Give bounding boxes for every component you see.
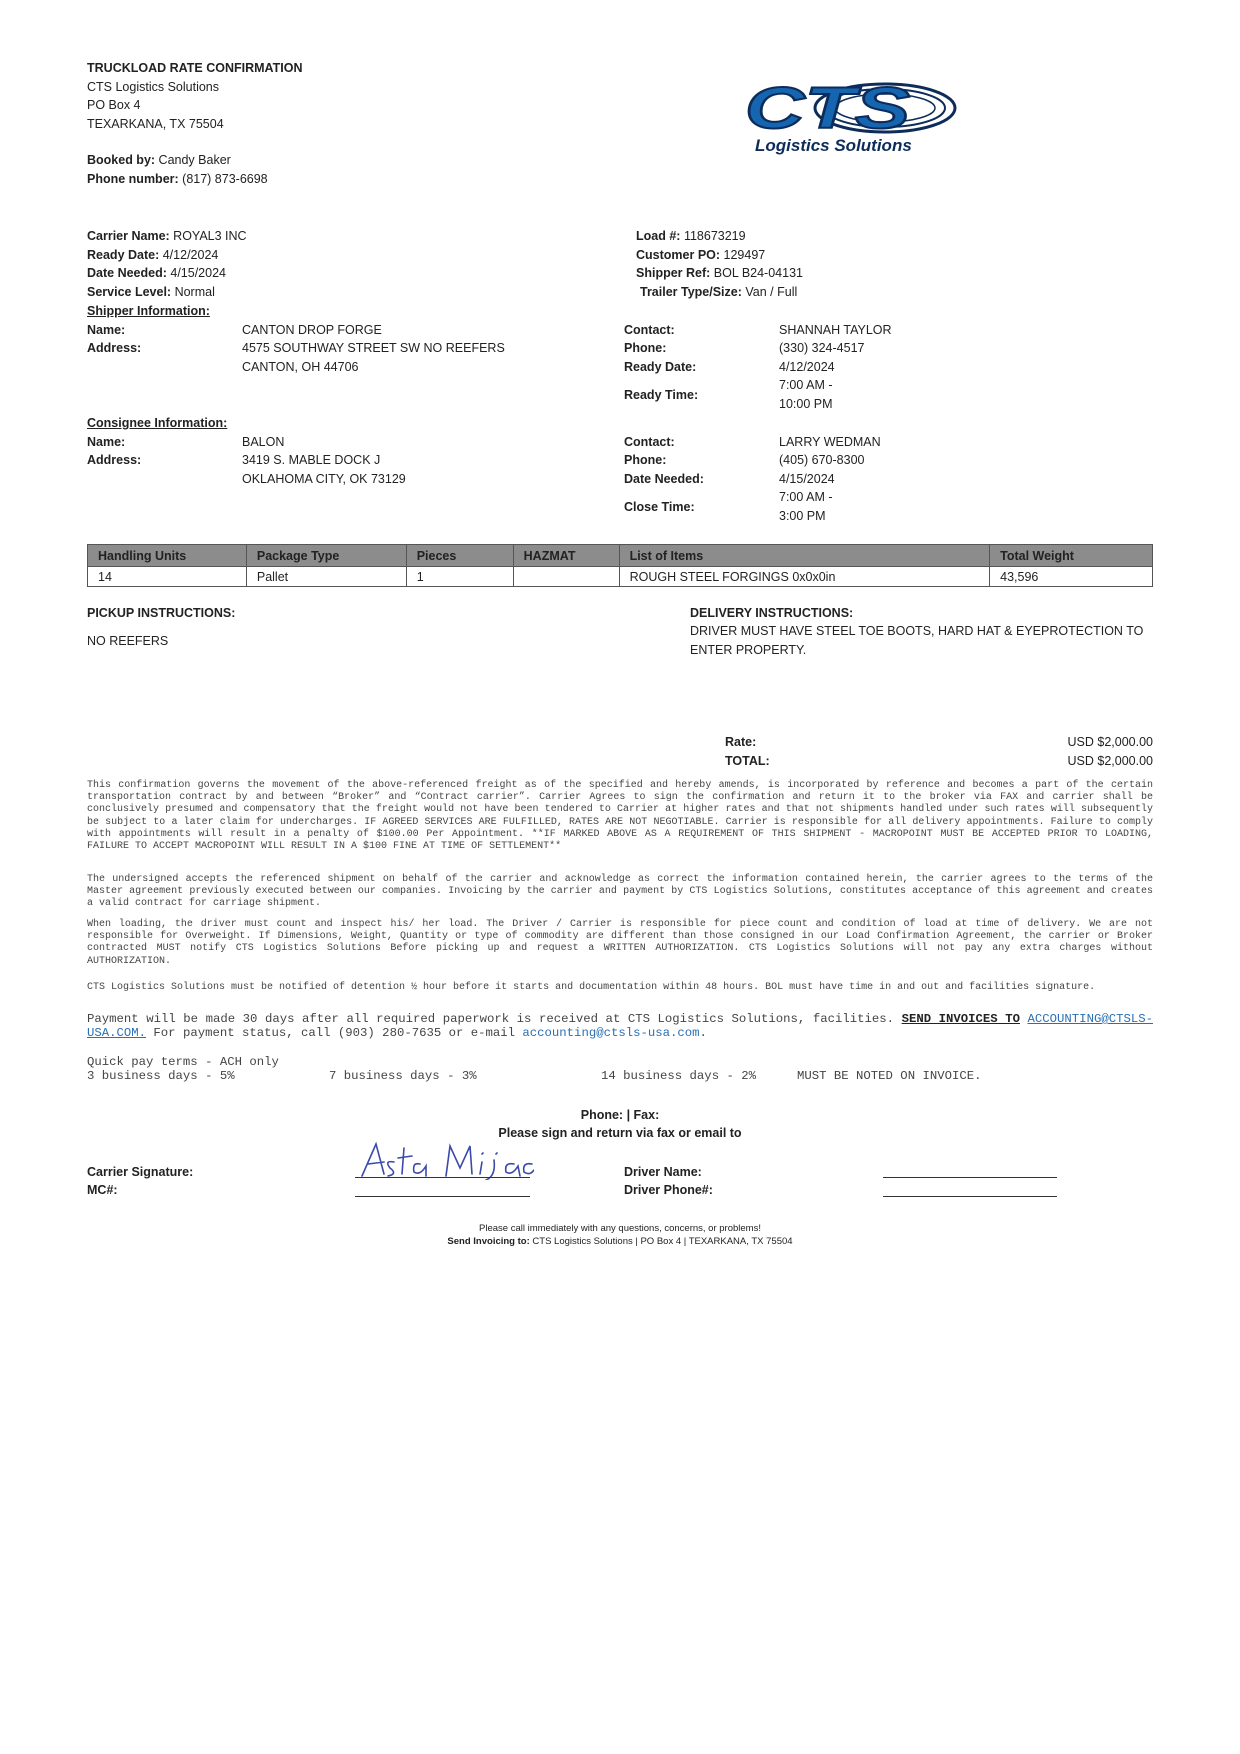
terms-paragraph-1: This confirmation governs the movement of the above-referenced freight as of the specified and hereby amends, is incorporated by reference and becomes a part of the certain transportation contract by and between “Broker” and “Contract carrier”. Carrier Agrees to sign the confirmation and return it to the broker via FAX and carrier shall be conclusively presumed and compensatory that the freight would not have been tendered to Carrier at higher rates and that not shipments handled under such rates will subsequently be subject to a later claim for undercharges. IF AGREED SERVICES ARE FULFILLED, RATES ARE NOT NEGOTIABLE. Carrier is responsible for all delivery appointments. Failure to comply with appointments will result in a penalty of $100.00 Per Appointment. **IF MARKED ABOVE AS A REQUIREMENT OF THIS SHIPMENT - MACROPOINT MUST BE ACCEPTED PRIOR TO LOADING, FAILURE TO ACCEPT MACROPOINT WILL RESULT IN A $100 FINE AT TIME OF SETTLEMENT** bbox=[87, 780, 1153, 853]
ready-date-label: Ready Date: bbox=[87, 247, 160, 262]
date-needed-label: Date Needed: bbox=[87, 266, 167, 280]
quick-pay-option-2: 7 business days - 3% bbox=[329, 1069, 477, 1083]
load-number-value: 118673219 bbox=[683, 229, 746, 243]
items-table bbox=[87, 544, 1153, 587]
shipper-address-line2: CANTON, OH 44706 bbox=[242, 360, 359, 374]
quick-pay-note: MUST BE NOTED ON INVOICE. bbox=[797, 1069, 982, 1083]
mc-number-label: MC#: bbox=[87, 1183, 118, 1197]
shipper-ref-label: Shipper Ref: bbox=[636, 266, 711, 280]
pickup-instructions: NO REEFERS bbox=[87, 634, 169, 648]
col-handling-units: Handling Units bbox=[88, 545, 247, 567]
col-pieces: Pieces bbox=[406, 545, 513, 567]
booker-phone bbox=[87, 170, 303, 189]
load-number bbox=[636, 227, 803, 246]
consignee-date-needed: 4/15/2024 bbox=[779, 472, 835, 486]
col-total-weight: Total Weight bbox=[990, 545, 1153, 567]
booker-phone-value: (817) 873-6698 bbox=[182, 171, 268, 186]
items-table-wrapper bbox=[87, 544, 1153, 587]
shipper-phone-label: Phone: bbox=[624, 341, 667, 355]
shipper-address-label: Address: bbox=[87, 341, 142, 355]
cell-hazmat bbox=[513, 567, 619, 587]
carrier-signature-line bbox=[355, 1177, 530, 1178]
footer-invoicing bbox=[0, 1235, 1240, 1248]
logo-graphic bbox=[735, 78, 960, 158]
document-title: TRUCKLOAD RATE CONFIRMATION bbox=[87, 61, 303, 75]
consignee-address-line2: OKLAHOMA CITY, OK 73129 bbox=[242, 472, 406, 486]
shipper-phone: (330) 324-4517 bbox=[779, 341, 865, 355]
payment-terms bbox=[87, 1012, 1153, 1040]
service-level-label: Service Level: bbox=[87, 284, 172, 299]
shipper-name-label: Name: bbox=[87, 323, 126, 337]
customer-po-value: 129497 bbox=[723, 247, 766, 262]
consignee-address-label: Address: bbox=[87, 453, 142, 467]
shipper-ref bbox=[636, 264, 803, 283]
company-logo bbox=[735, 78, 960, 158]
payment-end: . bbox=[699, 1026, 707, 1040]
trailer-type bbox=[636, 283, 803, 302]
footer-invoicing-label: Send Invoicing to: bbox=[447, 1236, 530, 1247]
trailer-type-label: Trailer Type/Size: bbox=[640, 284, 742, 299]
shipper-ref-value: BOL B24-04131 bbox=[713, 266, 803, 280]
col-list-of-items: List of Items bbox=[619, 545, 990, 567]
carrier-name-value: ROYAL3 INC bbox=[173, 229, 247, 243]
driver-name-label: Driver Name: bbox=[624, 1165, 702, 1179]
carrier-name-label: Carrier Name: bbox=[87, 229, 170, 243]
logo-subtitle: Logistics Solutions bbox=[755, 136, 912, 155]
booked-by-label: Booked by: bbox=[87, 153, 156, 167]
consignee-contact: LARRY WEDMAN bbox=[779, 435, 881, 449]
send-invoices-label: SEND INVOICES TO bbox=[901, 1012, 1020, 1026]
shipper-ready-date-label: Ready Date: bbox=[624, 360, 697, 374]
cell-list-of-items: ROUGH STEEL FORGINGS 0x0x0in bbox=[619, 567, 990, 587]
shipper-address-line1: 4575 SOUTHWAY STREET SW NO REEFERS bbox=[242, 341, 505, 355]
carrier-signature-label: Carrier Signature: bbox=[87, 1165, 194, 1179]
load-info-right bbox=[636, 227, 803, 301]
rate-value: USD $2,000.00 bbox=[1067, 735, 1153, 749]
date-needed bbox=[87, 264, 247, 283]
quick-pay-option-1: 3 business days - 5% bbox=[87, 1069, 235, 1083]
consignee-phone-label: Phone: bbox=[624, 453, 667, 467]
driver-phone-line[interactable] bbox=[883, 1196, 1057, 1197]
shipper-contact: SHANNAH TAYLOR bbox=[779, 323, 892, 337]
cell-total-weight: 43,596 bbox=[990, 567, 1153, 587]
footer-invoicing-address: CTS Logistics Solutions | PO Box 4 | TEXARKANA, TX 75504 bbox=[532, 1236, 793, 1247]
consignee-close-time-label: Close Time: bbox=[624, 500, 695, 514]
shipper-section-title: Shipper Information: bbox=[87, 304, 210, 318]
footer-call-notice: Please call immediately with any questions, concerns, or problems! bbox=[479, 1223, 761, 1234]
logo-text: CTS bbox=[745, 78, 911, 141]
consignee-close-time-start: 7:00 AM - bbox=[779, 490, 833, 504]
total-value: USD $2,000.00 bbox=[1067, 754, 1153, 768]
quick-pay-title: Quick pay terms - ACH only bbox=[87, 1055, 279, 1069]
shipper-ready-time-start: 7:00 AM - bbox=[779, 378, 833, 392]
consignee-phone: (405) 670-8300 bbox=[779, 453, 865, 467]
service-level bbox=[87, 283, 247, 302]
consignee-address-line1: 3419 S. MABLE DOCK J bbox=[242, 453, 381, 467]
phone-fax: Phone: | Fax: bbox=[580, 1108, 660, 1122]
driver-name-line[interactable] bbox=[883, 1177, 1057, 1178]
consignee-close-time-end: 3:00 PM bbox=[779, 509, 826, 523]
customer-po bbox=[636, 246, 803, 265]
customer-po-label: Customer PO: bbox=[636, 247, 721, 262]
payment-status-text: For payment status, call (903) 280-7635 or e-mail bbox=[146, 1026, 523, 1040]
booked-by-value: Candy Baker bbox=[158, 153, 231, 167]
driver-phone-label: Driver Phone#: bbox=[624, 1183, 713, 1197]
signature-image bbox=[354, 1140, 534, 1180]
consignee-section-title: Consignee Information: bbox=[87, 416, 228, 430]
date-needed-value: 4/15/2024 bbox=[170, 266, 226, 280]
carrier-signature-field[interactable] bbox=[354, 1140, 534, 1180]
ready-date-value: 4/12/2024 bbox=[162, 247, 219, 262]
shipper-ready-time-label: Ready Time: bbox=[624, 388, 699, 402]
mc-number-line[interactable] bbox=[355, 1196, 530, 1197]
consignee-contact-label: Contact: bbox=[624, 435, 675, 449]
company-name: CTS Logistics Solutions bbox=[87, 79, 220, 94]
company-address-line2: TEXARKANA, TX 75504 bbox=[87, 116, 224, 131]
booked-by bbox=[87, 151, 303, 170]
pickup-instructions-title: PICKUP INSTRUCTIONS: bbox=[87, 606, 236, 620]
terms-paragraph-2: The undersigned accepts the referenced shipment on behalf of the carrier and acknowledge as correct the information contained herein, the carrier agrees to the terms of the Master agreement previously executed between our companies. Invoicing by the carrier and payment by CTS Logistics Solutions, constitutes acceptance of this agreement and creates a valid contract for carriage shipment. bbox=[87, 874, 1153, 910]
ready-date bbox=[87, 246, 247, 265]
cell-package-type: Pallet bbox=[246, 567, 406, 587]
terms-paragraph-4: CTS Logistics Solutions must be notified of detention ½ hour before it starts and documentation within 48 hours. BOL must have time in and out and facilities signature. bbox=[87, 982, 1096, 993]
service-level-value: Normal bbox=[174, 284, 215, 299]
terms-paragraph-3: When loading, the driver must count and inspect his/ her load. The Driver / Carrier is responsible for piece count and condition of load at time of delivery. We are not responsible for Overweight. If Dimensions, Weight, Quantity or type of commodity are different than those consigned in our Load Confirmation Agreement, the carrier or Broker contracted MUST notify CTS Logistics Solutions Before picking up and request a WRITTEN AUTHORIZATION. CTS Logistics Solutions will not pay any extra charges without AUTHORIZATION. bbox=[87, 919, 1153, 967]
rate-label: Rate: bbox=[725, 735, 757, 749]
load-number-label: Load #: bbox=[636, 229, 681, 243]
total-label: TOTAL: bbox=[725, 754, 770, 768]
shipper-ready-date: 4/12/2024 bbox=[779, 360, 835, 374]
consignee-date-needed-label: Date Needed: bbox=[624, 472, 704, 486]
table-row bbox=[88, 567, 1153, 587]
accounting-email[interactable]: accounting@ctsls-usa.com bbox=[522, 1026, 700, 1040]
cell-pieces: 1 bbox=[406, 567, 513, 587]
items-table-header bbox=[88, 545, 1153, 567]
col-package-type: Package Type bbox=[246, 545, 406, 567]
consignee-name-label: Name: bbox=[87, 435, 126, 449]
col-hazmat: HAZMAT bbox=[513, 545, 619, 567]
shipper-contact-label: Contact: bbox=[624, 323, 675, 337]
booker-phone-label: Phone number: bbox=[87, 171, 179, 186]
consignee-name: BALON bbox=[242, 435, 285, 449]
delivery-instructions-title: DELIVERY INSTRUCTIONS: bbox=[690, 606, 854, 620]
carrier-name bbox=[87, 227, 247, 246]
sign-return-instruction: Please sign and return via fax or email to bbox=[498, 1126, 742, 1140]
cell-handling-units: 14 bbox=[88, 567, 247, 587]
shipper-ready-time-end: 10:00 PM bbox=[779, 397, 833, 411]
shipper-name: CANTON DROP FORGE bbox=[242, 323, 382, 337]
payment-text: Payment will be made 30 days after all required paperwork is received at CTS Logistics Solutions, facilities. bbox=[87, 1012, 902, 1026]
quick-pay-option-3: 14 business days - 2% bbox=[601, 1069, 756, 1083]
trailer-type-value: Van / Full bbox=[745, 284, 798, 299]
accounting-email-link[interactable]: ACCOUNTING@CTSLS-USA.COM. bbox=[87, 1012, 1153, 1040]
company-header bbox=[87, 59, 303, 188]
company-address-line1: PO Box 4 bbox=[87, 98, 141, 112]
delivery-instructions: DRIVER MUST HAVE STEEL TOE BOOTS, HARD HAT & EYEPROTECTION TO ENTER PROPERTY. bbox=[690, 624, 1144, 657]
load-info-left bbox=[87, 227, 247, 301]
